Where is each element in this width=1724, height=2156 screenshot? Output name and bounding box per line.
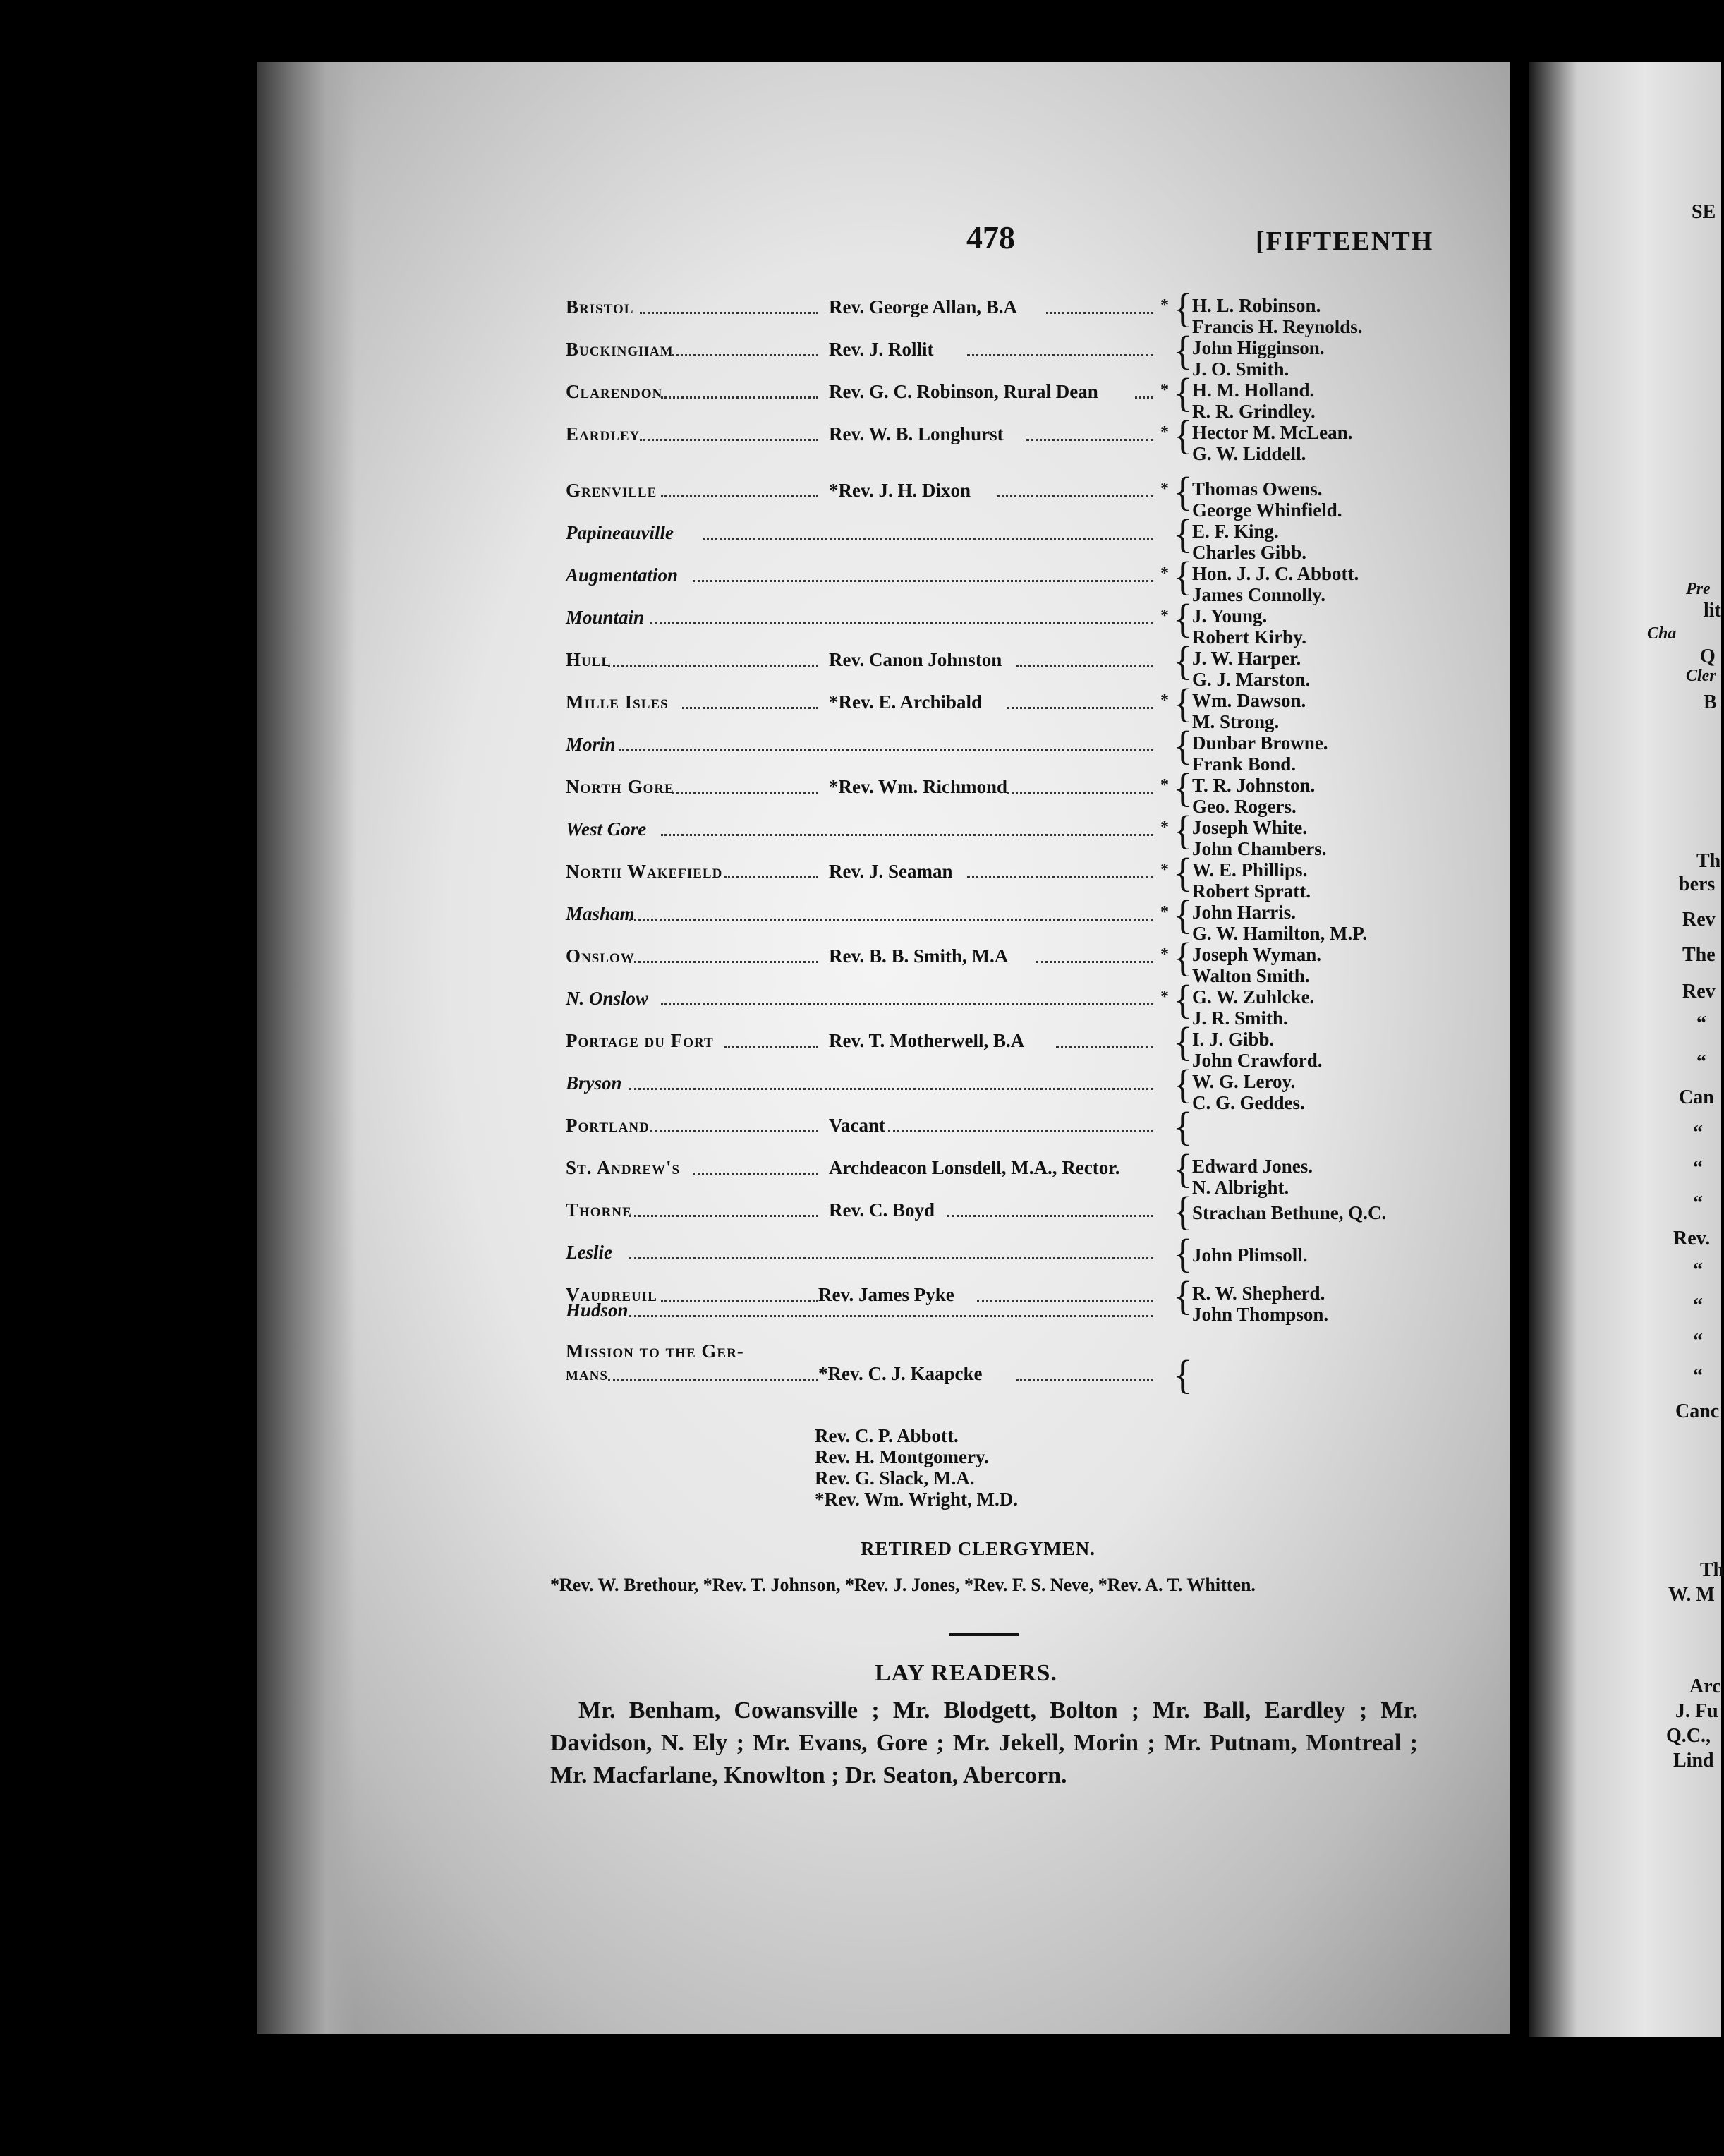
- brace-mark: {: [1173, 285, 1193, 331]
- asterisk-mark: *: [1160, 480, 1169, 498]
- facing-page-text: “: [1693, 1295, 1703, 1316]
- retired-clergymen-text: *Rev. W. Brethour, *Rev. T. Johnson, *Rev. J. Jones, *Rev. F. S. Neve, *Rev. A. T. Whitten.: [550, 1575, 1256, 1595]
- churchwarden-name: H. L. Robinson.: [1192, 295, 1321, 316]
- parish-name: Vaudreuil: [566, 1284, 657, 1305]
- facing-page-text: “: [1693, 1365, 1703, 1387]
- brace-mark: {: [1173, 934, 1193, 980]
- leader-dots: [693, 1173, 818, 1175]
- lay-readers-heading: LAY READERS.: [875, 1660, 1057, 1686]
- churchwardens: [1192, 859, 1311, 902]
- facing-page-text: Arc: [1689, 1676, 1721, 1697]
- churchwarden-name: T. R. Johnston.: [1192, 775, 1316, 796]
- churchwardens: [1192, 422, 1352, 464]
- asterisk-mark: *: [1160, 296, 1169, 315]
- churchwarden-name: John Plimsoll.: [1192, 1244, 1308, 1266]
- facing-page-text: Lind: [1673, 1750, 1714, 1772]
- churchwarden-name: M. Strong.: [1192, 711, 1280, 732]
- page-number: 478: [966, 219, 1015, 255]
- asterisk-mark: *: [1160, 423, 1169, 442]
- parish-name: Thorne: [566, 1199, 632, 1221]
- churchwarden-name: Dunbar Browne.: [1192, 732, 1328, 753]
- parish-name: Bryson: [566, 1072, 622, 1094]
- running-head: [FIFTEENTH: [1256, 226, 1434, 256]
- facing-page-text: Th: [1696, 850, 1721, 872]
- facing-page-text: “: [1693, 1122, 1703, 1144]
- churchwardens: [1192, 1244, 1308, 1266]
- brace-mark: {: [1173, 638, 1193, 684]
- churchwardens: [1192, 1071, 1305, 1113]
- parish-name: N. Onslow: [566, 988, 649, 1009]
- leader-dots: [947, 1215, 1153, 1217]
- facing-page-text: Pre: [1686, 580, 1711, 598]
- clergy-name: Rev. G. C. Robinson, Rural Dean: [829, 381, 1098, 402]
- churchwarden-name: James Connolly.: [1192, 584, 1326, 605]
- asterisk-mark: *: [1160, 818, 1169, 837]
- retired-clergymen-heading: RETIRED CLERGYMEN.: [861, 1538, 1096, 1559]
- churchwarden-name: Hector M. McLean.: [1192, 422, 1353, 443]
- brace-mark: {: [1173, 849, 1193, 895]
- brace-mark: {: [1173, 595, 1193, 641]
- churchwardens: [1192, 775, 1315, 817]
- parish-name: Hudson: [566, 1300, 629, 1321]
- brace-mark: {: [1173, 1061, 1193, 1107]
- leader-dots: [661, 1003, 1153, 1005]
- section-divider: [949, 1633, 1019, 1636]
- facing-page-text: Rev.: [1673, 1228, 1711, 1249]
- churchwarden-name: Joseph White.: [1192, 817, 1308, 838]
- facing-page-text: Rev: [1682, 981, 1716, 1003]
- churchwardens: [1192, 478, 1342, 521]
- brace-mark: {: [1173, 468, 1193, 514]
- asterisk-mark: *: [1160, 381, 1169, 399]
- leader-dots: [619, 749, 1153, 751]
- clergy-name: Rev. B. B. Smith, M.A: [829, 945, 1009, 967]
- facing-page-text: W. M: [1668, 1584, 1715, 1606]
- leader-dots: [629, 919, 1153, 921]
- clergy-name: *Rev. Wm. Wright, M.D.: [815, 1489, 1018, 1510]
- leader-dots: [967, 876, 1153, 878]
- churchwarden-name: Francis H. Reynolds.: [1192, 316, 1363, 337]
- facing-page-text: “: [1696, 1012, 1706, 1034]
- clergy-name: *Rev. E. Archibald: [829, 691, 983, 713]
- asterisk-mark: *: [1160, 861, 1169, 879]
- brace-mark: {: [1173, 1352, 1193, 1398]
- leader-dots: [661, 396, 818, 399]
- leader-dots: [1016, 665, 1153, 667]
- leader-dots: [629, 1315, 1153, 1317]
- leader-dots: [703, 538, 1153, 540]
- leader-dots: [693, 580, 1153, 582]
- facing-page-text: Q.C.,: [1666, 1725, 1711, 1747]
- churchwarden-name: Thomas Owens.: [1192, 478, 1323, 499]
- churchwarden-name: Walton Smith.: [1192, 965, 1310, 986]
- parish-name: Portland: [566, 1115, 650, 1136]
- leader-dots: [1036, 961, 1153, 963]
- leader-dots: [1007, 707, 1153, 709]
- brace-mark: {: [1173, 680, 1193, 726]
- facing-page-text: The: [1682, 944, 1716, 966]
- churchwarden-name: G. W. Hamilton, M.P.: [1192, 923, 1368, 944]
- brace-mark: {: [1173, 722, 1193, 768]
- facing-page-text: “: [1693, 1157, 1703, 1179]
- churchwardens: [1192, 648, 1310, 690]
- asterisk-mark: *: [1160, 691, 1169, 710]
- parish-name: St. Andrew's: [566, 1157, 681, 1178]
- clergy-name: Rev. James Pyke: [818, 1284, 954, 1305]
- churchwardens: [1192, 944, 1321, 986]
- churchwarden-name: G. W. Zuhlcke.: [1192, 986, 1315, 1007]
- asterisk-mark: *: [1160, 564, 1169, 583]
- brace-mark: {: [1173, 412, 1193, 458]
- brace-mark: {: [1173, 1273, 1193, 1319]
- leader-dots: [650, 622, 1153, 624]
- parish-name: North Wakefield: [566, 861, 723, 882]
- parish-name: West Gore: [566, 818, 647, 840]
- leader-dots: [650, 1130, 818, 1132]
- churchwarden-name: Edward Jones.: [1192, 1156, 1313, 1177]
- facing-page-text: Th: [1700, 1559, 1724, 1581]
- parish-name: Bristol: [566, 296, 634, 317]
- asterisk-mark: *: [1160, 988, 1169, 1006]
- parish-name: Morin: [566, 734, 616, 755]
- churchwarden-name: H. M. Holland.: [1192, 380, 1315, 401]
- brace-mark: {: [1173, 511, 1193, 557]
- brace-mark: {: [1173, 807, 1193, 853]
- leader-dots: [888, 1130, 1153, 1132]
- asterisk-mark: *: [1160, 607, 1169, 625]
- page-gutter-shadow: [257, 62, 356, 2034]
- parish-name: Leslie: [566, 1242, 612, 1263]
- churchwardens: [1192, 732, 1328, 775]
- parish-name: Papineauville: [566, 522, 674, 543]
- churchwardens: [1192, 690, 1306, 732]
- brace-mark: {: [1173, 892, 1193, 938]
- clergy-name: Vacant: [829, 1115, 886, 1136]
- facing-page-text: Rev: [1682, 909, 1716, 931]
- churchwarden-name: C. G. Geddes.: [1192, 1092, 1305, 1113]
- clergy-name: Rev. Canon Johnston: [829, 649, 1002, 670]
- leader-dots: [661, 834, 1153, 836]
- parish-name: Grenville: [566, 480, 657, 501]
- churchwardens: [1192, 337, 1325, 380]
- brace-mark: {: [1173, 553, 1193, 599]
- churchwardens: [1192, 986, 1314, 1029]
- churchwarden-name: R. R. Grindley.: [1192, 401, 1316, 422]
- brace-mark: {: [1173, 1188, 1193, 1234]
- churchwarden-name: I. J. Gibb.: [1192, 1029, 1275, 1050]
- clergy-name: Rev. H. Montgomery.: [815, 1446, 989, 1467]
- churchwarden-name: W. G. Leroy.: [1192, 1071, 1296, 1092]
- churchwarden-name: John Harris.: [1192, 902, 1297, 923]
- parish-name: Clarendon: [566, 381, 663, 402]
- churchwarden-name: J. W. Harper.: [1192, 648, 1301, 669]
- churchwarden-name: E. F. King.: [1192, 521, 1279, 542]
- clergy-name: *Rev. J. H. Dixon: [829, 480, 971, 501]
- churchwarden-name: R. W. Shepherd.: [1192, 1283, 1325, 1304]
- leader-dots: [1135, 396, 1153, 399]
- churchwarden-name: Geo. Rogers.: [1192, 796, 1297, 817]
- churchwardens: [1192, 1283, 1328, 1325]
- churchwarden-name: G. J. Marston.: [1192, 669, 1311, 690]
- churchwarden-name: G. W. Liddell.: [1192, 443, 1306, 464]
- facing-page-text: Cha: [1647, 624, 1677, 643]
- leader-dots: [724, 1046, 818, 1048]
- facing-page-text: Can: [1679, 1086, 1714, 1108]
- clergy-name: Rev. W. B. Longhurst: [829, 423, 1004, 444]
- leader-dots: [1026, 439, 1153, 441]
- churchwardens: [1192, 380, 1316, 422]
- parish-name: Masham: [566, 903, 635, 924]
- leader-dots: [640, 312, 818, 314]
- leader-dots: [1016, 1379, 1153, 1381]
- brace-mark: {: [1173, 1019, 1193, 1065]
- churchwarden-name: J. R. Smith.: [1192, 1007, 1288, 1029]
- churchwarden-name: George Whinfield.: [1192, 499, 1342, 521]
- facing-page-text: “: [1693, 1259, 1703, 1281]
- churchwarden-name: Robert Spratt.: [1192, 880, 1311, 902]
- churchwarden-name: N. Albright.: [1192, 1177, 1289, 1198]
- brace-mark: {: [1173, 976, 1193, 1022]
- leader-dots: [661, 1300, 818, 1302]
- lay-readers-text: Mr. Benham, Cowansville ; Mr. Blodgett, Bolton ; Mr. Ball, Eardley ; Mr. Davidson, N. Ely ; Mr. Evans, Gore ; Mr. Jekell, Morin ; Mr. Putnam, Montreal ; Mr. Macfarlane, Knowlton ; Dr. Seaton, Abercorn.: [550, 1697, 1418, 1788]
- churchwarden-name: Joseph Wyman.: [1192, 944, 1322, 965]
- supplementary-clergy-list: [815, 1425, 1018, 1510]
- facing-page-text: Canc: [1675, 1400, 1720, 1422]
- facing-page-text: Q: [1700, 646, 1716, 667]
- churchwardens: [1192, 902, 1367, 944]
- leader-dots: [661, 495, 818, 497]
- facing-page-text: J. Fu: [1675, 1700, 1718, 1722]
- facing-page-text: SE: [1692, 201, 1716, 223]
- facing-page: [1529, 62, 1724, 2037]
- clergy-name: Rev. J. Seaman: [829, 861, 953, 882]
- parish-name: Buckingham: [566, 339, 674, 360]
- leader-dots: [629, 1088, 1153, 1090]
- asterisk-mark: *: [1160, 903, 1169, 921]
- churchwarden-name: John Crawford.: [1192, 1050, 1323, 1071]
- churchwardens: [1192, 563, 1359, 605]
- clergy-name: Rev. G. Slack, M.A.: [815, 1467, 975, 1489]
- parish-name: Mountain: [566, 607, 645, 628]
- parish-name: Eardley: [566, 423, 641, 444]
- churchwardens: [1192, 1202, 1386, 1223]
- clergy-name: Rev. C. P. Abbott.: [815, 1425, 959, 1446]
- leader-dots: [608, 1379, 818, 1381]
- churchwarden-name: J. Young.: [1192, 605, 1268, 626]
- churchwardens: [1192, 1029, 1323, 1071]
- churchwarden-name: John Higginson.: [1192, 337, 1325, 358]
- parish-name: Mille Isles: [566, 691, 669, 713]
- parish-name: Hull: [566, 649, 612, 670]
- clergy-name: Rev. George Allan, B.A: [829, 296, 1017, 317]
- facing-page-text: B: [1704, 691, 1717, 713]
- churchwarden-name: Strachan Bethune, Q.C.: [1192, 1202, 1387, 1223]
- leader-dots: [672, 354, 818, 356]
- clergy-name: *Rev. C. J. Kaapcke: [818, 1363, 983, 1384]
- facing-page-text: “: [1693, 1330, 1703, 1352]
- brace-mark: {: [1173, 370, 1193, 416]
- churchwarden-name: Robert Kirby.: [1192, 626, 1306, 648]
- brace-mark: {: [1173, 765, 1193, 811]
- clergy-name: Rev. C. Boyd: [829, 1199, 935, 1221]
- churchwardens: [1192, 605, 1306, 648]
- churchwarden-name: Charles Gibb.: [1192, 542, 1307, 563]
- facing-page-text: lit: [1704, 600, 1721, 622]
- clergy-name: *Rev. Wm. Richmond: [829, 776, 1008, 797]
- leader-dots: [672, 792, 818, 794]
- clergy-name: Archdeacon Lonsdell, M.A., Rector.: [829, 1157, 1120, 1178]
- churchwarden-name: Hon. J. J. C. Abbott.: [1192, 563, 1359, 584]
- churchwarden-name: John Chambers.: [1192, 838, 1327, 859]
- leader-dots: [682, 707, 818, 709]
- churchwarden-name: Wm. Dawson.: [1192, 690, 1306, 711]
- clergy-name: Rev. T. Motherwell, B.A: [829, 1030, 1025, 1051]
- churchwardens: [1192, 817, 1327, 859]
- leader-dots: [608, 665, 818, 667]
- parish-name: mans: [566, 1363, 608, 1384]
- churchwardens: [1192, 1156, 1313, 1198]
- parish-name: Onslow: [566, 945, 635, 967]
- churchwarden-name: J. O. Smith.: [1192, 358, 1289, 380]
- leader-dots: [629, 1257, 1153, 1259]
- leader-dots: [1007, 792, 1153, 794]
- parish-name: Portage du Fort: [566, 1030, 714, 1051]
- churchwarden-name: W. E. Phillips.: [1192, 859, 1308, 880]
- brace-mark: {: [1173, 327, 1193, 373]
- churchwarden-name: John Thompson.: [1192, 1304, 1329, 1325]
- leader-dots: [629, 961, 818, 963]
- brace-mark: {: [1173, 1103, 1193, 1149]
- leader-dots: [724, 876, 818, 878]
- brace-mark: {: [1173, 1230, 1193, 1276]
- leader-dots: [997, 495, 1153, 497]
- leader-dots: [640, 439, 818, 441]
- facing-page-text: “: [1693, 1192, 1703, 1214]
- churchwardens: [1192, 295, 1363, 337]
- parish-name: Mission to the Ger-: [566, 1340, 744, 1362]
- facing-page-text: Cler: [1686, 667, 1716, 685]
- leader-dots: [977, 1300, 1153, 1302]
- leader-dots: [1046, 312, 1153, 314]
- churchwardens: [1192, 521, 1306, 563]
- facing-page-text: bers: [1679, 873, 1716, 895]
- leader-dots: [1056, 1046, 1153, 1048]
- facing-page-text: “: [1696, 1051, 1706, 1073]
- asterisk-mark: *: [1160, 945, 1169, 964]
- parish-name: North Gore: [566, 776, 674, 797]
- parish-name: Augmentation: [566, 564, 679, 586]
- clergy-name: Rev. J. Rollit: [829, 339, 934, 360]
- leader-dots: [629, 1215, 818, 1217]
- asterisk-mark: *: [1160, 776, 1169, 794]
- brace-mark: {: [1173, 1146, 1193, 1192]
- leader-dots: [967, 354, 1153, 356]
- churchwarden-name: Frank Bond.: [1192, 753, 1297, 775]
